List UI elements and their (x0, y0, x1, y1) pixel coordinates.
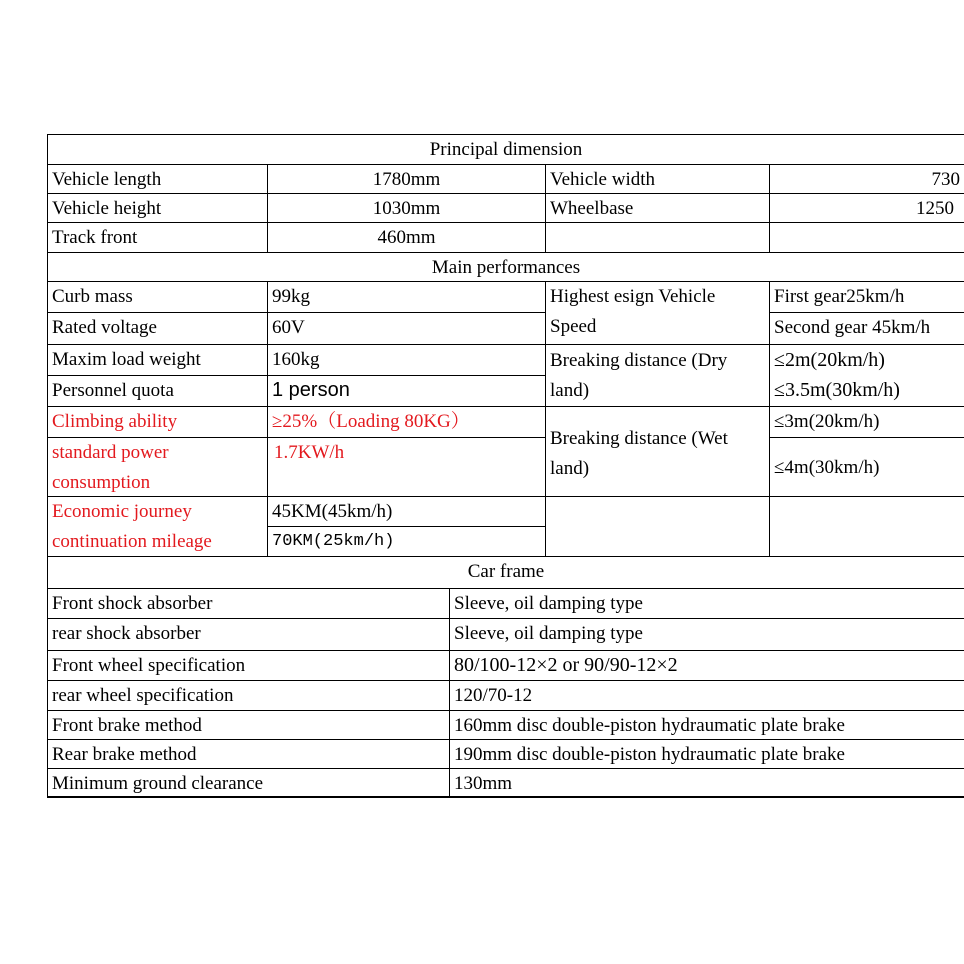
vehicle-width-value: 730 (769, 164, 964, 193)
front-brake-method-label: Front brake method (47, 710, 449, 739)
front-wheel-spec-value: 80/100-12×2 or 90/90-12×2 (449, 650, 964, 680)
first-gear-speed: First gear25km/h (769, 281, 964, 312)
curb-mass-label: Curb mass (47, 281, 267, 312)
wet-value-30kmh: ≤4m(30km/h) (769, 437, 964, 496)
rated-voltage-label: Rated voltage (47, 312, 267, 344)
curb-mass-value: 99kg (267, 281, 545, 312)
front-shock-absorber-value: Sleeve, oil damping type (449, 588, 964, 618)
braking-distance-dry-values (769, 344, 964, 406)
vehicle-height-label: Vehicle height (47, 193, 267, 222)
empty-cell (769, 222, 964, 252)
section-title: Main performances (431, 257, 581, 278)
dry-value-20kmh: ≤2m(20km/h) (774, 349, 885, 371)
rated-voltage-value: 60V (267, 312, 545, 344)
dry-value-30kmh: ≤3.5m(30km/h) (774, 379, 900, 401)
climbing-ability-label: Climbing ability (47, 406, 267, 437)
front-wheel-spec-label: Front wheel specification (47, 650, 449, 680)
rear-wheel-spec-label: rear wheel specification (47, 680, 449, 710)
vehicle-length-label: Vehicle length (47, 164, 267, 193)
vehicle-length-value: 1780mm (267, 164, 545, 193)
personnel-quota-label: Personnel quota (47, 375, 267, 406)
front-shock-absorber-label: Front shock absorber (47, 588, 449, 618)
track-front-label: Track front (47, 222, 267, 252)
section-main-performances (47, 252, 964, 281)
rear-shock-absorber-value: Sleeve, oil damping type (449, 618, 964, 650)
braking-distance-wet-label: Breaking distance (Wet land) (545, 406, 769, 496)
ground-clearance-value: 130mm (449, 768, 964, 798)
economic-mileage-25kmh: 70KM(25km/h) (267, 526, 545, 556)
vehicle-height-value: 1030mm (267, 193, 545, 222)
section-title: Car frame (467, 561, 545, 582)
section-principal-dimension (47, 134, 964, 164)
economic-mileage-label: Economic journey continuation mileage (47, 496, 267, 556)
rear-brake-method-value: 190mm disc double-piston hydraumatic plate brake (449, 739, 964, 768)
wheelbase-label: Wheelbase (545, 193, 769, 222)
braking-distance-dry-label: Breaking distance (Dry land) (545, 344, 769, 406)
track-front-value: 460mm (267, 222, 545, 252)
front-brake-method-value: 160mm disc double-piston hydraumatic plate brake (449, 710, 964, 739)
empty-cell (545, 222, 769, 252)
wheelbase-value: 1250 (769, 193, 964, 222)
rear-shock-absorber-label: rear shock absorber (47, 618, 449, 650)
table-bottom-border (47, 796, 964, 798)
second-gear-speed: Second gear 45km/h (769, 312, 964, 344)
empty-cell (545, 496, 769, 556)
rear-wheel-spec-value: 120/70-12 (449, 680, 964, 710)
section-car-frame (47, 556, 964, 588)
power-consumption-value: 1.7KW/h (267, 437, 545, 496)
section-title: Principal dimension (429, 139, 583, 160)
power-consumption-label: standard power consumption (47, 437, 267, 496)
spec-table (47, 134, 964, 798)
max-load-label: Maxim load weight (47, 344, 267, 375)
vehicle-width-label: Vehicle width (545, 164, 769, 193)
climbing-ability-value: ≥25%（Loading 80KG） (267, 406, 545, 437)
max-load-value: 160kg (267, 344, 545, 375)
wet-value-20kmh: ≤3m(20km/h) (769, 406, 964, 437)
ground-clearance-label: Minimum ground clearance (47, 768, 449, 798)
rear-brake-method-label: Rear brake method (47, 739, 449, 768)
highest-design-speed-label: Highest esign Vehicle Speed (545, 281, 769, 344)
personnel-quota-value: 1 person (267, 375, 545, 406)
empty-cell (769, 496, 964, 556)
economic-mileage-45kmh: 45KM(45km/h) (267, 496, 545, 526)
